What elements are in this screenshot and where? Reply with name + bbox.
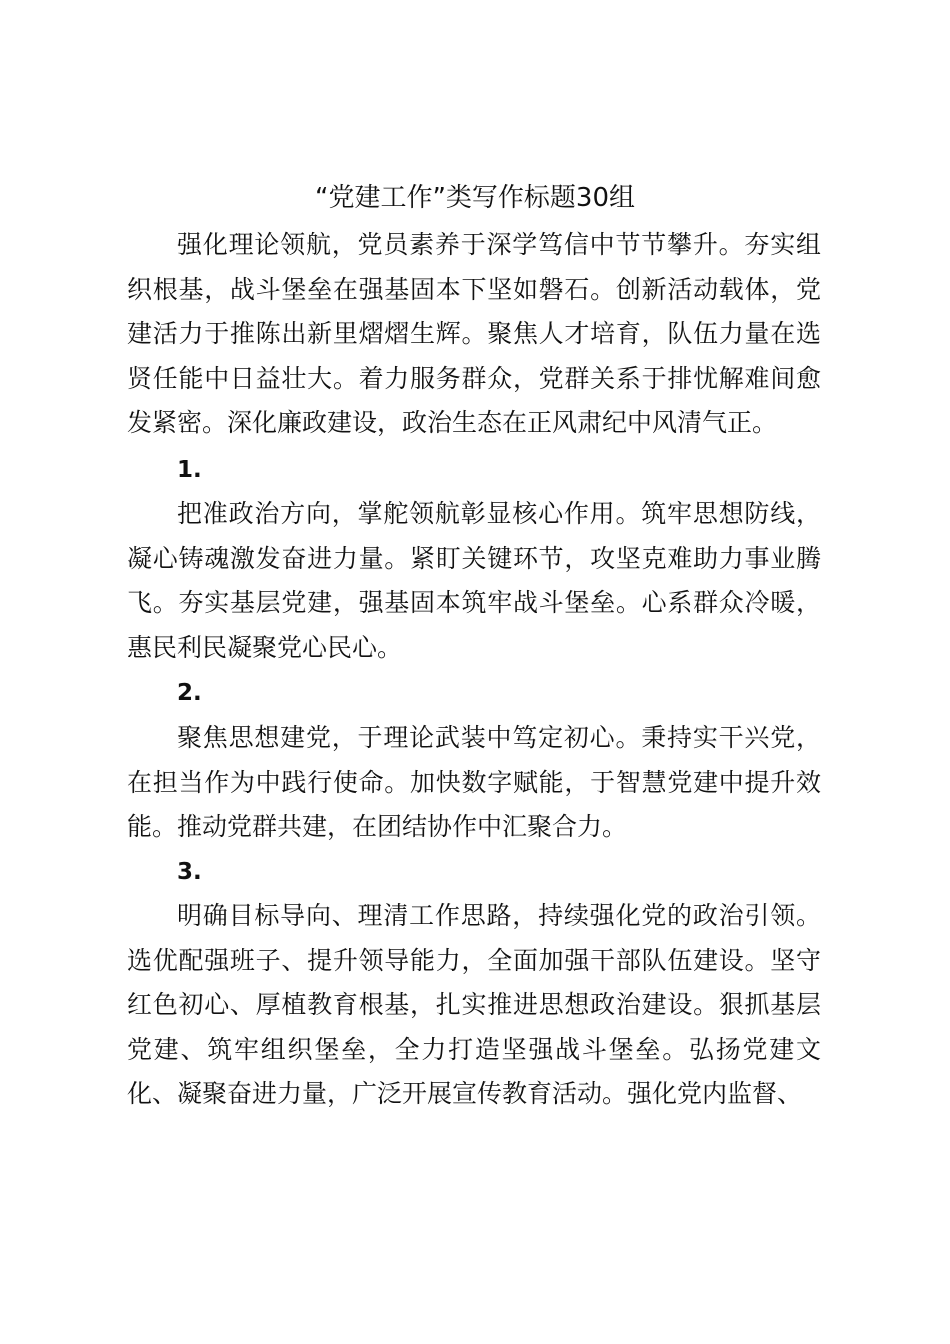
section-number-3: 3. [177, 859, 202, 885]
paragraph-intro: 强化理论领航，党员素养于深学笃信中节节攀升。夯实组织根基，战斗堡垒在强基固本下坚如磐石。创新活动载体，党建活力于推陈出新里熠熠生辉。聚焦人才培育，队伍力量在选贤任能中日益壮大。着力服务群众，党群关系于排忧解难间愈发紧密。深化廉政建设，政治生态在正风肃纪中风清气正。 [127, 230, 821, 438]
paragraph-2: 聚焦思想建党，于理论武装中笃定初心。秉持实干兴党，在担当作为中践行使命。加快数字赋能，于智慧党建中提升效能。推动党群共建，在团结协作中汇聚合力。 [127, 723, 821, 842]
paragraph-1: 把准政治方向，掌舵领航彰显核心作用。筑牢思想防线，凝心铸魂激发奋进力量。紧盯关键环节，攻坚克难助力事业腾飞。夯实基层党建，强基固本筑牢战斗堡垒。心系群众冷暖，惠民利民凝聚党心民心。 [127, 499, 821, 662]
section-number-2: 2. [177, 680, 202, 706]
document-title: “党建工作”类写作标题30组 [314, 183, 636, 213]
paragraph-3: 明确目标导向、理清工作思路，持续强化党的政治引领。选优配强班子、提升领导能力，全面加强干部队伍建设。坚守红色初心、厚植教育根基，扎实推进思想政治建设。狠抓基层党建、筑牢组织堡垒，全力打造坚强战斗堡垒。弘扬党建文化、凝聚奋进力量，广泛开展宣传教育活动。强化党内监督、 [127, 901, 821, 1109]
section-number-1: 1. [177, 457, 202, 483]
